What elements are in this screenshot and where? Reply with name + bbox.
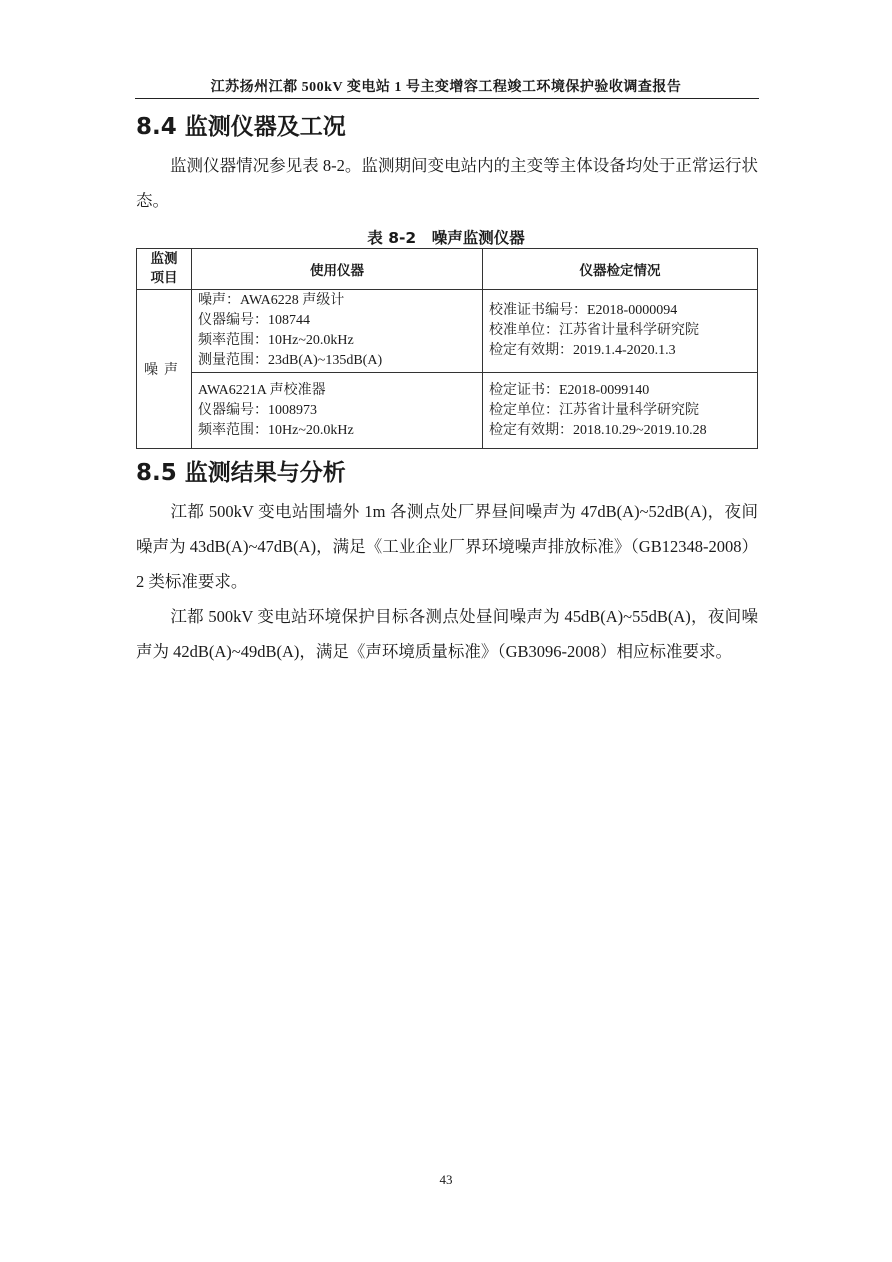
section-8-5-paragraph-2-text: 江都 500kV 变电站环境保护目标各测点处昼间噪声为 45dB(A)~55dB(A)，夜间噪声为 42dB(A)~49dB(A)，满足《声环境质量标准》（GB3096-2008）相应标准要求。 bbox=[136, 607, 758, 661]
header-item-line1: 监测 bbox=[150, 251, 178, 267]
header-divider bbox=[135, 98, 759, 99]
section-8-4-paragraph-text: 监测仪器情况参见表 8-2。监测期间变电站内的主变等主体设备均处于正常运行状态。 bbox=[136, 156, 758, 210]
calibration-1-line: 校准证书编号：E2018-0000094 bbox=[489, 303, 678, 318]
instrument-1-line: 测量范围：23dB(A)~135dB(A) bbox=[198, 353, 383, 368]
report-header-title: 江苏扬州江都 500kV 变电站 1 号主变增容工程竣工环境保护验收调查报告 bbox=[210, 80, 682, 95]
section-8-4-paragraph bbox=[136, 148, 758, 218]
instrument-1-line: 噪声：AWA6228 声级计 bbox=[198, 293, 345, 308]
page-number: 43 bbox=[439, 1172, 453, 1187]
section-8-4-heading: 8.4 监测仪器及工况 bbox=[136, 114, 346, 140]
header-instrument: 使用仪器 bbox=[192, 249, 483, 290]
noise-instrument-table bbox=[136, 248, 758, 449]
calibration-2-line: 检定单位：江苏省计量科学研究院 bbox=[489, 402, 699, 418]
section-8-5-paragraph-2 bbox=[136, 599, 758, 669]
table-caption: 表 8-2 噪声监测仪器 bbox=[367, 229, 525, 247]
header-item-line2: 项目 bbox=[150, 270, 178, 286]
section-8-5-heading: 8.5 监测结果与分析 bbox=[136, 460, 346, 486]
section-8-5-paragraph-1 bbox=[136, 494, 758, 599]
instrument-2-line: 频率范围：10Hz~20.0kHz bbox=[198, 422, 354, 438]
calibration-1-line: 检定有效期：2019.1.4-2020.1.3 bbox=[489, 343, 676, 358]
item-noise-cell: 噪声 bbox=[137, 290, 192, 449]
header-monitoring-item bbox=[137, 249, 192, 290]
calibration-cell-2 bbox=[483, 373, 758, 449]
calibration-2-line: 检定证书：E2018-0099140 bbox=[489, 382, 650, 398]
instrument-1-line: 频率范围：10Hz~20.0kHz bbox=[198, 333, 354, 348]
instrument-cell-2 bbox=[192, 373, 483, 449]
calibration-2-line: 检定有效期：2018.10.29~2019.10.28 bbox=[489, 422, 707, 438]
table-row bbox=[137, 373, 758, 449]
instrument-2-line: 仪器编号：1008973 bbox=[198, 402, 317, 418]
instrument-cell-1 bbox=[192, 290, 483, 373]
instrument-1-line: 仪器编号：108744 bbox=[198, 313, 310, 328]
calibration-1-line: 校准单位：江苏省计量科学研究院 bbox=[489, 323, 699, 338]
instrument-2-line: AWA6221A 声校准器 bbox=[198, 382, 326, 398]
table-row bbox=[137, 290, 758, 373]
table-header-row bbox=[137, 249, 758, 290]
section-8-5-paragraph-1-text: 江都 500kV 变电站围墙外 1m 各测点处厂界昼间噪声为 47dB(A)~52dB(A)，夜间噪声为 43dB(A)~47dB(A)，满足《工业企业厂界环境噪声排放标准》（GB12348-2008）2 类标准要求。 bbox=[136, 502, 758, 591]
header-calibration: 仪器检定情况 bbox=[483, 249, 758, 290]
calibration-cell-1 bbox=[483, 290, 758, 373]
